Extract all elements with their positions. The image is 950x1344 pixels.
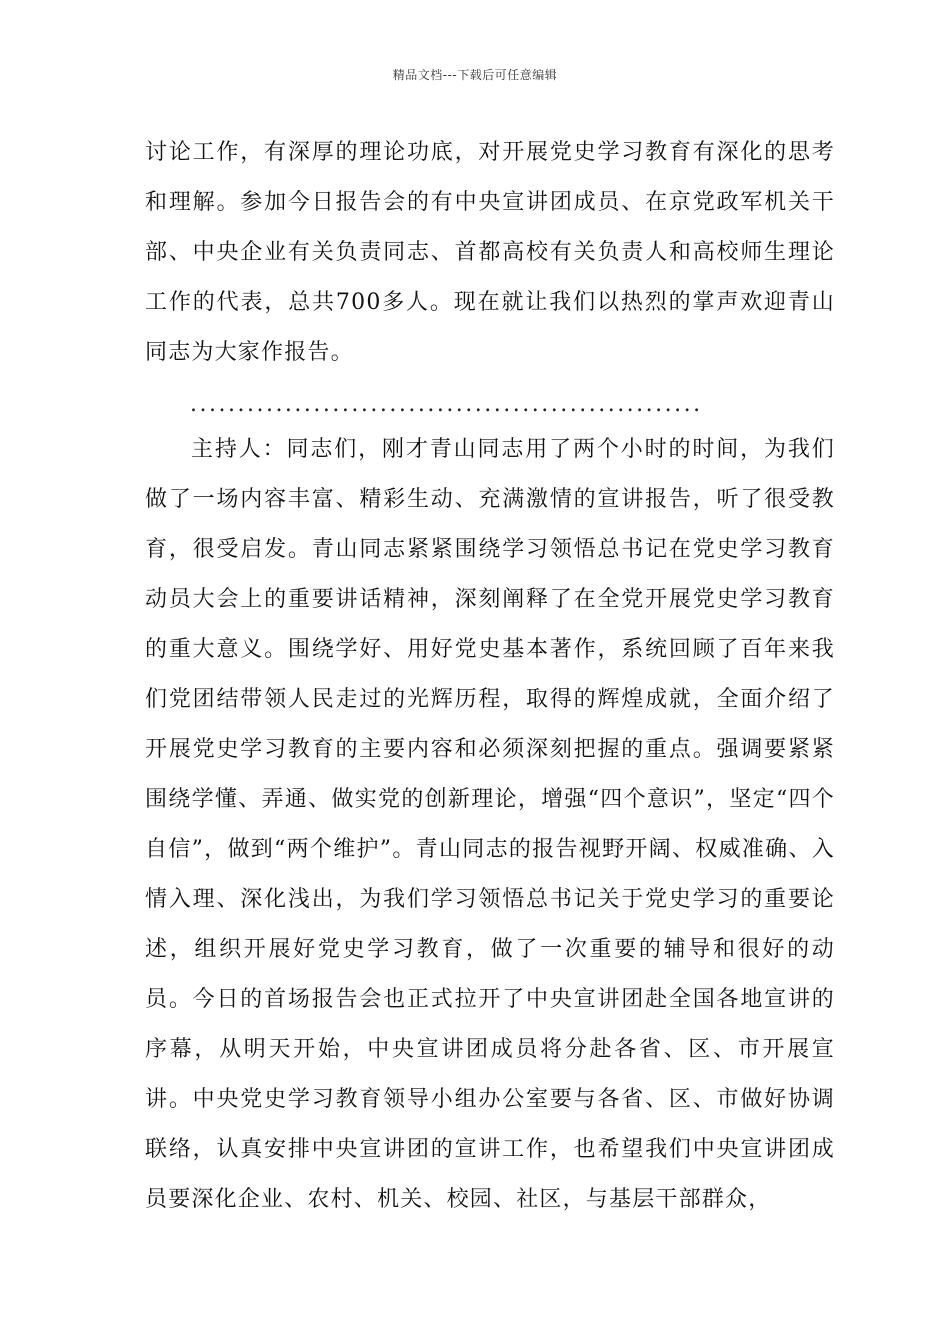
ellipsis-divider: ......................................................: [190, 392, 703, 417]
page-header: 精品文档---下载后可任意编辑: [392, 68, 558, 82]
paragraph-1: 讨论工作，有深厚的理论功底，对开展党史学习教育有深化的思考和理解。参加今日报告会的有中央宣讲团成员、在京党政军机关干部、中央企业有关负责同志、首都高校有关负责人和高校师生理论工作的代表，总共700多人。现在就让我们以热烈的掌声欢迎青山同志为大家作报告。: [145, 140, 835, 365]
paragraph-2: 主持人：同志们，刚才青山同志用了两个小时的时间，为我们做了一场内容丰富、精彩生动、充满激情的宣讲报告，听了很受教育，很受启发。青山同志紧紧围绕学习领悟总书记在党史学习教育动员大会上的重要讲话精神，深刻阐释了在全党开展党史学习教育的重大意义。围绕学好、用好党史基本著作，系统回顾了百年来我们党团结带领人民走过的光辉历程，取得的辉煌成就，全面介绍了开展党史学习教育的主要内容和必须深刻把握的重点。强调要紧紧围绕学懂、弄通、做实党的创新理论，增强“四个意识”，坚定“四个自信”，做到“两个维护”。青山同志的报告视野开阔、权威准确、入情入理、深化浅出，为我们学习领悟总书记关于党史学习的重要论述，组织开展好党史学习教育，做了一次重要的辅导和很好的动员。今日的首场报告会也正式拉开了中央宣讲团赴全国各地宣讲的序幕，从明天开始，中央宣讲团成员将分赴各省、区、市开展宣讲。中央党史学习教育领导小组办公室要与各省、区、市做好协调联络，认真安排中央宣讲团的宣讲工作，也希望我们中央宣讲团成员要深化企业、农村、机关、校园、社区，与基层干部群众，: [145, 437, 835, 1212]
